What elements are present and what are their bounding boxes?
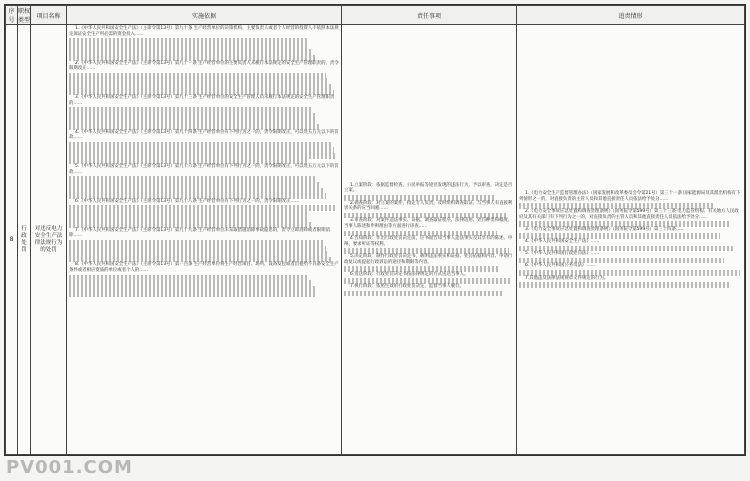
header-type: 职权类型 [18,6,31,25]
accountability-paragraph: 2.《电力安全事故应急处置和调查处理条例》（国务院令第599号）第三十三条 电力监管机构、有关地方人民政府及其有关部门有下列行为之一的，对直接负责的主管人员和其他直接责任人员依法给予处分…… [519,209,739,220]
basis-paragraph: 2.《中华人民共和国安全生产法》（主席令第13号）第九十一条 生产经营单位的主要负责人未履行本法规定的安全生产管理职责的，责令限期改正…… [69,60,339,72]
text-line [519,246,735,252]
basis-paragraph: 7.《中华人民共和国安全生产法》（主席令第13号）第九十九条 生产经营单位未采取措施消除事故隐患的，责令立即消除或者限期消除…… [69,227,330,239]
accountability-paragraph: 1.《电力安全生产监督管理办法》（国家发展和改革委员会令第21号）第三十一条 国家能源局及其派出机构有下列情形之一的，对直接负责的主管人员和其他直接责任人员依法给予处分…… [519,191,741,202]
table-row [6,25,745,455]
duty-paragraph: 4.告知阶段：作出行政处罚决定前，应书面告知当事人违法事实及其享有的陈述、申辩、要求听证等权利。 [344,236,513,247]
accountability-paragraph: 6.《中华人民共和国公务员法》…… [525,263,596,269]
text-line [344,195,494,201]
duty-paragraph: 3.审查阶段：对案件违法事实、证据、调查取证程序、法律适用、处罚种类和幅度、当事人陈述和申辩理由等方面进行审查…… [344,218,513,230]
text-line [69,90,334,96]
basis-cell [67,25,342,455]
duty-paragraph: 6.送达阶段：行政处罚决定书按法律规定的方式送达当事人。 [350,271,469,277]
duty-paragraph: 5.决定阶段：制作行政处罚决定书，载明违法事实和证据、处罚依据和内容、申请行政复议或提起行政诉讼的途径和期限等内容。 [344,253,513,265]
text-line [344,278,512,284]
accountability-paragraph: 5.《中华人民共和国行政处罚法》…… [525,251,600,257]
header-duty: 责任事项 [342,6,517,25]
basis-paragraph: 5.《中华人民共和国安全生产法》（主席令第13号）第九十六条 生产经营单位有下列行为之一的，责令限期改正，可以处五万元以下的罚款…… [69,164,339,175]
text-line [69,193,326,199]
text-line [69,222,312,228]
text-line [519,282,729,288]
header-accountability: 追责情形 [517,6,745,25]
text-line [344,266,500,272]
text-line [69,291,317,297]
basis-paragraph: 4.《中华人民共和国安全生产法》（主席令第13号）第九十四条 生产经营单位有下列行为之一的，责令限期改正，可以处五万元以下的罚款…… [69,129,339,141]
accountability-list [519,191,742,288]
text-line [519,258,724,264]
duty-cell [342,25,517,455]
basis-paragraph: 1.《中华人民共和国安全生产法》（主席令第13号）第九十条 生产经营单位的决策机构、主要负责人或者个人经营的投资人不依照本法规定保证安全生产所必需的资金投入…… [69,26,339,37]
duty-paragraph: 2.调查阶段：对立案的案件，指定专人负责，及时组织调查取证，与当事人有直接利害关系的应当回避…… [344,200,513,212]
text-line [519,233,720,239]
text-line [69,124,320,130]
row-name: 对违反电力安全生产法律法规行为的处罚 [31,25,67,455]
accountability-paragraph: 3.《电力安全事故应急处置和调查处理条例》（国务院令第599号）第三十四条…… [525,226,685,232]
row-type: 行政处罚 [18,25,31,455]
basis-list [69,26,339,297]
accountability-paragraph: 7.其他违反法律法规规章文件规定的行为。 [525,275,609,281]
header-basis: 实施依据 [67,6,342,25]
header-name: 项目名称 [31,6,67,25]
basis-paragraph: 6.《中华人民共和国安全生产法》（主席令第13号）第九十八条 生产经营单位有下列行为之一的，责令限期改正…… [75,198,300,204]
accountability-cell [517,25,745,455]
duty-table [5,5,745,455]
document-sheet [4,4,746,456]
text-line [344,248,509,254]
basis-paragraph: 8.《中华人民共和国安全生产法》（主席令第13号）第一百条 生产经营单位将生产经营项目、场所、设备发包或者出租给不具备安全生产条件或者相应资质的单位或者个人的…… [69,262,339,273]
accountability-paragraph: 4.《中华人民共和国安全生产法》…… [525,239,600,244]
duty-paragraph: 1.立案阶段：依据监督检查、公民举报等途径发现的违法行为，予以审查，决定是否立案。 [344,182,513,194]
text-line [69,55,315,61]
header-row [6,6,745,25]
row-index: 8 [6,25,18,455]
text-line [344,231,497,237]
text-line [344,213,506,219]
text-line [69,159,307,165]
text-line [69,257,331,263]
basis-paragraph: 3.《中华人民共和国安全生产法》（主席令第13号）第九十三条 生产经营单位的安全生产管理人员未履行本法规定的安全生产管理职责的…… [69,95,335,106]
text-line [519,270,740,276]
duty-list [344,183,514,296]
text-line [344,291,504,297]
duty-paragraph: 7.执行阶段：依照生效的行政处罚决定，监督当事人履行。 [350,283,464,289]
text-line [519,203,715,209]
text-line [519,221,731,227]
watermark: PV001.COM [6,457,133,478]
header-index: 序号 [6,6,18,25]
